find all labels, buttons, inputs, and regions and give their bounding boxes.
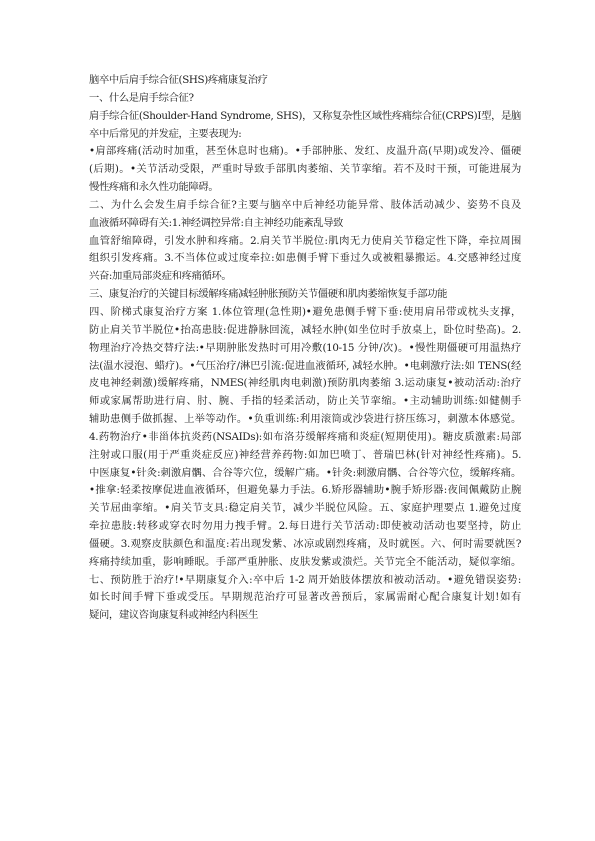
text-line: 皮电神经刺激)缓解疼痛，NMES(神经肌肉电刺激)预防肌肉萎缩 3.运动康复•被动活动:治疗	[89, 377, 521, 390]
text-line: 肩手综合征(Shoulder-Hand Syndrome, SHS)，又称复杂性区域性疼痛综合征(CRPS)Ⅰ型，是脑	[89, 109, 521, 122]
text-line: 法(温水浸泡、蜡疗)。•气压治疗/淋巴引流:促进血液循环, 减轻水肿。•电刺激疗法:如 TENS(经	[89, 359, 521, 372]
text-line: 牵拉患肢:转移或穿衣时勿用力拽手臂。2.每日进行关节活动:即使被动活动也要坚持，防止	[89, 520, 521, 533]
text-line: 慢性疼痛和永久性功能障碍。	[89, 181, 219, 194]
text-line: 物理治疗冷热交替疗法:•早期肿胀发热时可用冷敷(10-15 分钟/次)。•慢性期僵硬可用温热疗	[89, 341, 521, 354]
text-line: 血液循环障碍有关:1.神经调控异常:自主神经功能紊乱导致	[89, 216, 344, 229]
text-line: 三、康复治疗的关键目标缓解疼痛减轻肿胀预防关节僵硬和肌肉萎缩恢复手部功能	[89, 288, 448, 301]
text-line: 疑问，建议咨询康复科或神经内科医生	[89, 609, 259, 622]
text-line: 二、为什么会发生肩手综合征?主要与脑卒中后神经功能异常、肢体活动减少、姿势不良及	[89, 198, 521, 211]
text-line: 脑卒中后肩手综合征(SHS)疼痛康复治疗	[89, 74, 268, 86]
text-line: 师或家属帮助进行肩、肘、腕、手指的轻柔活动，防止关节挛缩。•主动辅助训练:如健侧手	[89, 395, 521, 408]
text-line: 辅助患侧手做抓握、上举等动作。•负重训练:利用滚筒或沙袋进行挤压练习，刺激本体感觉。	[89, 413, 521, 426]
text-line: 注射或口服(用于严重炎症反应)神经营养药物:如加巴喷丁、普瑞巴林(针对神经性疼痛)。5.	[89, 448, 521, 461]
text-line: 一、什么是肩手综合征?	[89, 91, 194, 104]
text-line: 关节屈曲挛缩。•肩关节支具:稳定肩关节，减少半脱位风险。五、家庭护理要点 1.避免过度	[89, 502, 521, 515]
text-line: 4.药物治疗•非甾体抗炎药(NSAIDs):如布洛芬缓解疼痛和炎症(短期使用)。糖皮质激素:局部	[89, 430, 521, 443]
text-line: 兴奋:加重局部炎症和疼痛循环。	[89, 270, 232, 283]
document-body	[89, 72, 521, 625]
text-line: •肩部疼痛(活动时加重，甚至休息时也痛)。•手部肿胀、发红、皮温升高(早期)或发冷、僵硬	[89, 145, 521, 158]
text-line: 中医康复•针灸:刺激肩髃、合谷等穴位，缓解广痛。•针灸:刺激肩髃、合谷等穴位，缓解疼痛。	[89, 466, 521, 479]
text-line: 血管舒缩障碍，引发水肿和疼痛。2.肩关节半脱位:肌肉无力使肩关节稳定性下降，牵拉周围	[89, 234, 521, 247]
text-line: 僵硬。3.观察皮肤颜色和温度:若出现发紫、冰凉或剧烈疼痛，及时就医。六、何时需要就医?	[89, 537, 521, 550]
text-line: (后期)。•关节活动受限，严重时导致手部肌肉萎缩、关节挛缩。若不及时干预，可能进展为	[89, 163, 521, 176]
text-line: 组织引发疼痛。3.不当体位或过度牵拉:如患侧手臂下垂过久或被粗暴搬运。4.交感神经过度	[89, 252, 521, 265]
text-line: 七、预防胜于治疗!•早期康复介入:卒中后 1-2 周开始肢体摆放和被动活动。•避免错误姿势:	[89, 573, 521, 586]
text-line: 防止肩关节半脱位•抬高患肢:促进静脉回流，减轻水肿(如坐位时手放桌上，卧位时垫高)。2.	[89, 323, 521, 336]
text-line: •推拿:轻柔按摩促进血液循环，但避免暴力手法。6.矫形器辅助•腕手矫形器:夜间佩戴防止腕	[89, 484, 521, 497]
text-line: 如长时间手臂下垂或受压。早期规范治疗可显著改善预后，家属需耐心配合康复计划!如有	[89, 591, 521, 604]
text-line: 疼痛持续加重，影响睡眠。手部严重肿胀、皮肤发紫或溃烂。关节完全不能活动，疑似挛缩。	[89, 555, 521, 568]
text-line: 四、阶梯式康复治疗方案 1.体位管理(急性期)•避免患侧手臂下垂:使用肩吊带或枕头支撑，	[89, 305, 521, 318]
text-line: 卒中后常见的并发症，主要表现为:	[89, 127, 242, 140]
